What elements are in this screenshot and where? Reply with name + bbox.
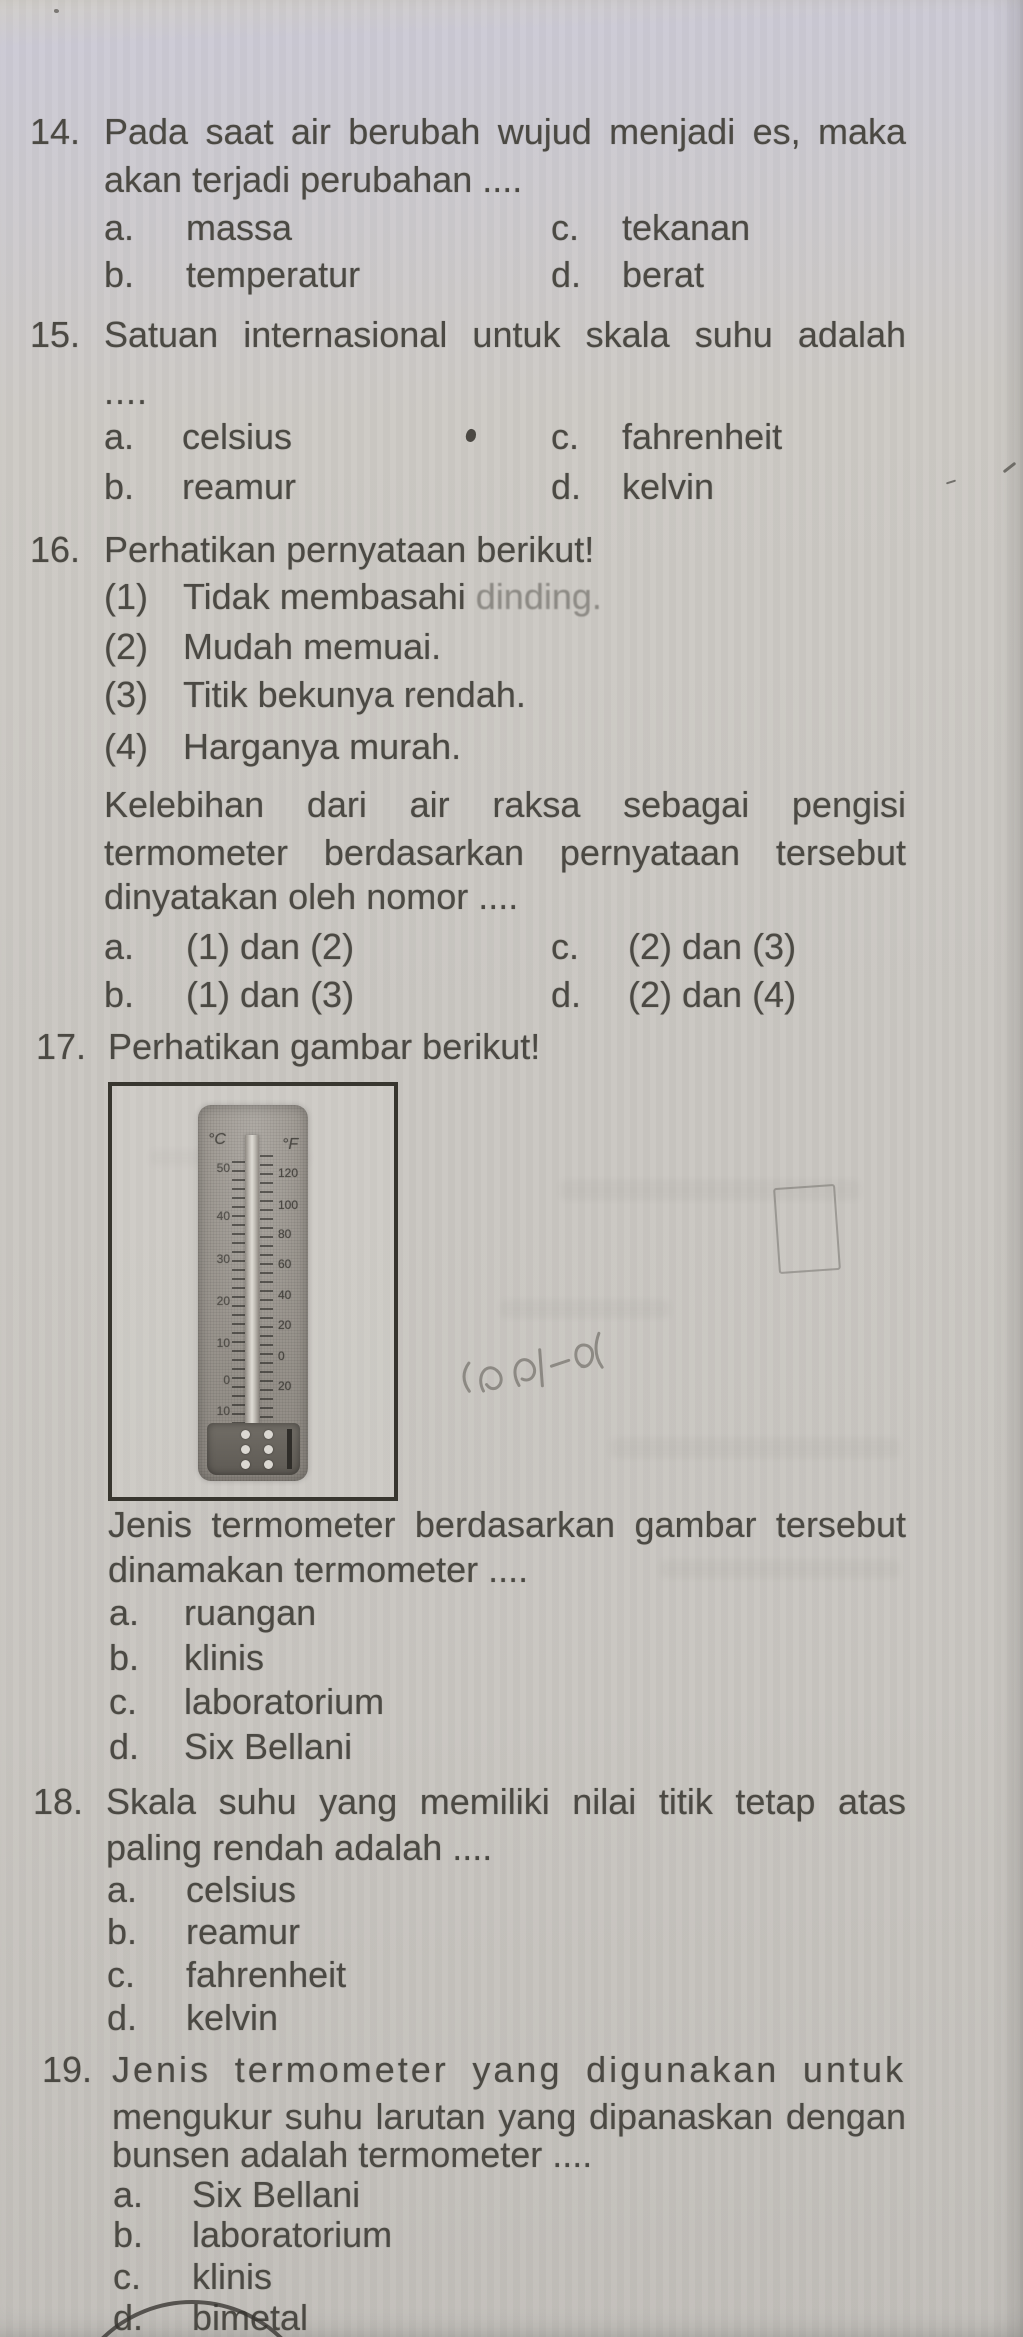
q18-option-a-letter: a. <box>107 1869 138 1910</box>
celsius-tick-value: 50 <box>216 1161 230 1175</box>
question-15-ellipsis: .... <box>104 371 149 412</box>
q15-option-b: reamur <box>182 466 297 507</box>
celsius-tick-value: 10 <box>216 1404 230 1418</box>
question-15-number: 15. <box>30 314 81 355</box>
q16-option-a: (1) dan (2) <box>186 926 355 967</box>
q16-option-d: (2) dan (4) <box>628 974 797 1015</box>
question-17-text-line-1: Jenis termometer berdasarkan gambar tersebut <box>108 1504 906 1545</box>
bulb-dot <box>241 1445 250 1454</box>
q14-option-a: massa <box>186 207 293 248</box>
question-19-number: 19. <box>42 2049 93 2090</box>
question-18-text-line-2: paling rendah adalah .... <box>106 1827 493 1868</box>
fahrenheit-tick-value: 0 <box>278 1349 285 1363</box>
q16-statement-3: Titik bekunya rendah. <box>183 674 526 715</box>
question-16-header: Perhatikan pernyataan berikut! <box>104 529 595 570</box>
q16-option-c-letter: c. <box>551 926 580 967</box>
question-19-text-line-1: Jenis termometer yang digunakan untuk <box>112 2049 906 2090</box>
q18-option-d: kelvin <box>186 1997 279 2038</box>
fahrenheit-tick-value: 20 <box>278 1318 292 1332</box>
thermometer-capillary-tube <box>245 1135 259 1427</box>
bulb-dot <box>264 1460 273 1469</box>
question-19-text-line-2: mengukur suhu larutan yang dipanaskan dengan <box>112 2096 906 2137</box>
q17-option-b: klinis <box>184 1637 265 1678</box>
q16-paragraph-line-3: dinyatakan oleh nomor .... <box>104 876 519 917</box>
q14-option-b: temperatur <box>186 254 361 295</box>
question-14-text-line-2: akan terjadi perubahan .... <box>104 159 523 200</box>
celsius-tick-value: 30 <box>216 1252 230 1266</box>
thermometer-figure-box <box>108 1082 398 1501</box>
q16-paragraph-line-1: Kelebihan dari air raksa sebagai pengisi <box>104 784 906 825</box>
bulb-dot <box>241 1460 250 1469</box>
q18-option-c: fahrenheit <box>186 1954 347 1995</box>
q18-option-b-letter: b. <box>107 1911 138 1952</box>
q19-option-d: bimetal <box>192 2297 309 2337</box>
q17-option-c-letter: c. <box>109 1681 138 1722</box>
bulb-dot <box>241 1430 250 1439</box>
q16-statement-3-number: (3) <box>104 674 148 715</box>
q17-option-d: Six Bellani <box>184 1726 353 1767</box>
q19-option-b-letter: b. <box>113 2214 144 2255</box>
q15-option-d-letter: d. <box>551 466 582 507</box>
q15-option-b-letter: b. <box>104 466 135 507</box>
q15-option-c-letter: c. <box>551 416 580 457</box>
q16-option-d-letter: d. <box>551 974 582 1015</box>
celsius-tick-marks <box>232 1161 245 1429</box>
question-15-text-line-1: Satuan internasional untuk skala suhu adalah <box>104 314 906 355</box>
q15-option-a: celsius <box>182 416 293 457</box>
bulb-dot <box>264 1445 273 1454</box>
q19-option-d-letter: d. <box>113 2297 144 2337</box>
question-16-number: 16. <box>30 529 81 570</box>
q16-statement-4: Harganya murah. <box>183 726 462 767</box>
question-14-number: 14. <box>30 111 81 152</box>
thermometer-bulb-block <box>207 1423 300 1475</box>
bleed-through-smudge <box>660 1560 900 1578</box>
celsius-tick-value: 40 <box>216 1209 230 1223</box>
fahrenheit-tick-value: 100 <box>278 1198 299 1212</box>
thermometer-body <box>198 1105 308 1481</box>
pencil-box-annotation <box>773 1184 841 1274</box>
q17-option-a-letter: a. <box>109 1592 140 1633</box>
q18-option-a: celsius <box>186 1869 297 1910</box>
q19-option-b: laboratorium <box>192 2214 393 2255</box>
celsius-tick-value: 0 <box>223 1373 230 1387</box>
q14-option-b-letter: b. <box>104 254 135 295</box>
pen-mark <box>1003 462 1017 474</box>
q14-option-d-letter: d. <box>551 254 582 295</box>
q17-option-b-letter: b. <box>109 1637 140 1678</box>
q18-option-d-letter: d. <box>107 1997 138 2038</box>
q16-statement-1-faded-word: dinding. <box>475 576 602 617</box>
q16-statement-2: Mudah memuai. <box>183 626 442 667</box>
q16-statement-1-text: Tidak membasahi <box>183 576 476 617</box>
bulb-bar <box>287 1429 292 1469</box>
q18-option-c-letter: c. <box>107 1954 136 1995</box>
question-18-text-line-1: Skala suhu yang memiliki nilai titik tetap atas <box>106 1781 906 1822</box>
ink-speck <box>54 9 59 13</box>
question-17-text-line-2: dinamakan termometer .... <box>108 1549 529 1590</box>
q16-statement-2-number: (2) <box>104 626 148 667</box>
q17-option-d-letter: d. <box>109 1726 140 1767</box>
celsius-tick-value: 10 <box>216 1336 230 1350</box>
q16-statement-1 <box>183 575 602 619</box>
question-14-text-line-1: Pada saat air berubah wujud menjadi es, maka <box>104 111 906 152</box>
q19-option-a-letter: a. <box>113 2174 144 2215</box>
fahrenheit-scale-label: °F <box>282 1136 299 1153</box>
q16-statement-4-number: (4) <box>104 726 148 767</box>
bleed-through-smudge <box>610 1438 900 1458</box>
fahrenheit-tick-value: 60 <box>278 1257 292 1271</box>
question-18-number: 18. <box>33 1781 84 1822</box>
celsius-scale-label: °C <box>208 1131 226 1148</box>
q15-option-a-letter: a. <box>104 416 135 457</box>
q16-statement-1-number: (1) <box>104 576 148 617</box>
q14-option-d: berat <box>622 254 705 295</box>
q16-paragraph-line-2: termometer berdasarkan pernyataan tersebut <box>104 832 906 873</box>
q17-option-c: laboratorium <box>184 1681 385 1722</box>
bulb-dot <box>264 1430 273 1439</box>
ink-speck <box>464 428 478 443</box>
q19-option-c: klinis <box>192 2256 273 2297</box>
fahrenheit-tick-value: 20 <box>278 1379 292 1393</box>
question-19-text-line-3: bunsen adalah termometer .... <box>112 2134 593 2175</box>
fahrenheit-tick-marks <box>260 1155 273 1431</box>
q18-option-b: reamur <box>186 1911 301 1952</box>
q15-option-c: fahrenheit <box>622 416 783 457</box>
q14-option-c: tekanan <box>622 207 751 248</box>
q17-option-a: ruangan <box>184 1592 317 1633</box>
q16-option-a-letter: a. <box>104 926 135 967</box>
q16-option-b: (1) dan (3) <box>186 974 355 1015</box>
fahrenheit-tick-value: 40 <box>278 1288 292 1302</box>
question-17-number: 17. <box>36 1026 87 1067</box>
question-17-header: Perhatikan gambar berikut! <box>108 1026 541 1067</box>
q15-option-d: kelvin <box>622 466 715 507</box>
q16-option-c: (2) dan (3) <box>628 926 797 967</box>
fahrenheit-tick-value: 120 <box>278 1166 299 1180</box>
q19-option-c-letter: c. <box>113 2256 142 2297</box>
pen-mark <box>946 480 956 485</box>
q14-option-c-letter: c. <box>551 207 580 248</box>
q14-option-a-letter: a. <box>104 207 135 248</box>
fahrenheit-tick-value: 80 <box>278 1227 292 1241</box>
q16-option-b-letter: b. <box>104 974 135 1015</box>
q19-option-a: Six Bellani <box>192 2174 361 2215</box>
pencil-scribble <box>446 1309 632 1420</box>
celsius-tick-value: 20 <box>216 1294 230 1308</box>
